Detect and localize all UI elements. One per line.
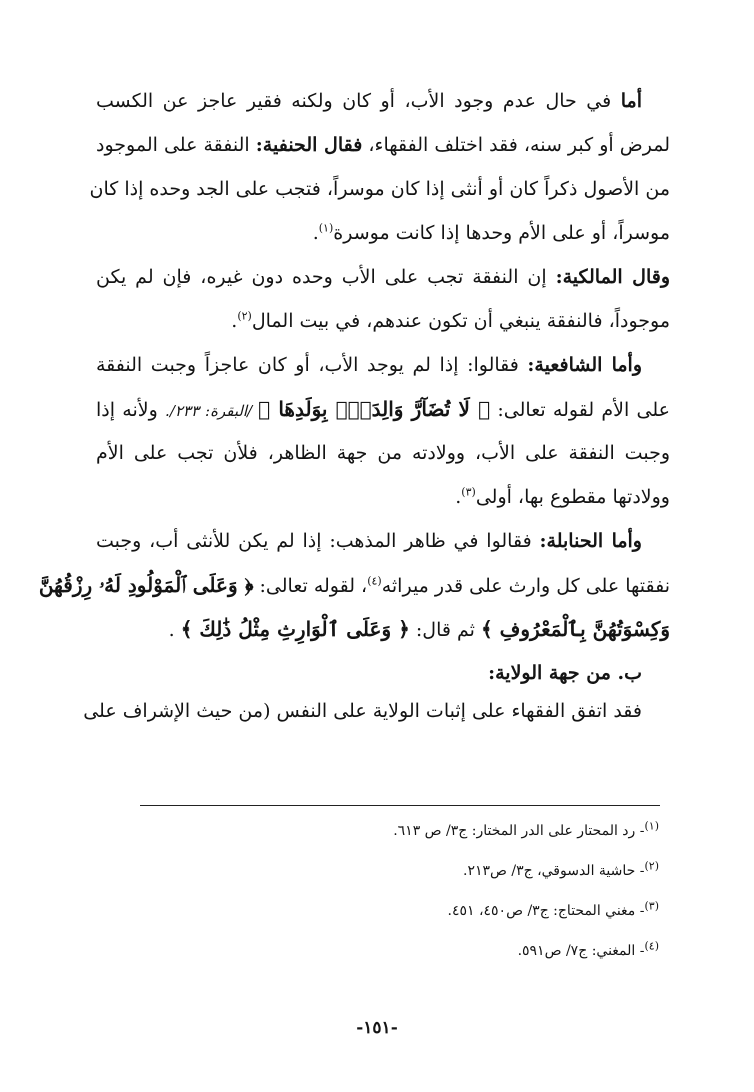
text-line: وقال المالكية: إن النفقة تجب على الأب وحده دون غيره، فإن لم يكن (96, 266, 670, 288)
main-text (38, 90, 671, 744)
text-line: نفقتها على كل وارث على قدر ميراثه$^{(٤)}$، لقوله تعالى: ﴿ وَعَلَى ٱلْمَوْلُودِ لَهُۥ رِزْقُهُنَّ (38, 573, 670, 597)
footnote: $^{(٤)}$- المغني: ج٧/ ص٥٩١. (517, 939, 659, 959)
text-line: وأما الحنابلة: فقالوا في ظاهر المذهب: إذا لم يكن للأنثى أب، وجبت (96, 530, 642, 552)
text-line: وجبت النفقة على الأب، وولادته من جهة الظاهر، فلأن تجب على الأم (96, 442, 670, 464)
text-line: من الأصول ذكراً كان أو أنثى إذا كان موسراً، فتجب على الجد وحده إذا كان (89, 178, 670, 200)
text-line: على الأم لقوله تعالى: ﴿ لَا تُضَآرَّ وَالِدَةٌۢ بِوَلَدِهَا ﴾ /البقرة: ٢٣٣/. ولأنه إذا (96, 397, 670, 421)
text-line: موسراً، أو على الأم وحدها إذا كانت موسرة$^{(١)}$. (312, 221, 670, 244)
quran-verse: ﴿ لَا تُضَآرَّ وَالِدَةٌۢ بِوَلَدِهَا ﴾ (258, 397, 491, 421)
footnote-ref: (١) (318, 221, 334, 235)
section-heading: ب. من جهة الولاية: (488, 662, 642, 684)
hanbali-heading: وأما الحنابلة: (539, 530, 642, 552)
page-number: -١٥١- (356, 1018, 398, 1038)
text-line: أما في حال عدم وجود الأب، أو كان ولكنه فقير عاجز عن الكسب (96, 90, 642, 112)
verse-reference: /البقرة: ٢٣٣/. (165, 402, 259, 420)
footnote-separator (140, 805, 660, 806)
footnote: $^{(٢)}$- حاشية الدسوقي، ج٣/ ص٢١٣. (462, 859, 659, 879)
footnote-ref: (٤) (367, 574, 382, 588)
keyword: أما (620, 90, 642, 112)
footnote: $^{(١)}$- رد المحتار على الدر المختار: ج٣/ ص ٦١٣. (393, 819, 659, 839)
quran-verse: وَكِسْوَتُهُنَّ بِٱلْمَعْرُوفِ ﴾ (480, 617, 670, 641)
footnote-ref: (٢) (237, 309, 252, 323)
text-line: موجوداً، فالنفقة ينبغي أن تكون عندهم، في بيت المال$^{(٢)}$. (231, 309, 670, 332)
maliki-heading: وقال المالكية: (555, 266, 670, 288)
footnote: $^{(٣)}$- مغني المحتاج: ج٣/ ص٤٥٠، ٤٥١. (447, 899, 659, 919)
text-line: فقد اتفق الفقهاء على إثبات الولاية على النفس (من حيث الإشراف على (83, 700, 642, 722)
text-line: وأما الشافعية: فقالوا: إذا لم يوجد الأب، أو كان عاجزاً وجبت النفقة (96, 354, 642, 376)
text-line: وولادتها مقطوع بها، أولى$^{(٣)}$. (455, 485, 670, 508)
quran-verse: ﴿ وَعَلَى ٱلْمَوْلُودِ لَهُۥ رِزْقُهُنَّ (38, 573, 254, 597)
shafii-heading: وأما الشافعية: (527, 354, 642, 376)
hanafi-heading: فقال الحنفية: (255, 134, 363, 156)
text-line: وَكِسْوَتُهُنَّ بِٱلْمَعْرُوفِ ﴾ ثم قال: ﴿ وَعَلَى ٱلْوَارِثِ مِثْلُ ذَٰلِكَ ﴾ . (168, 617, 670, 641)
footnote-ref: (٣) (461, 485, 476, 499)
text-line: لمرض أو كبر سنه، فقد اختلف الفقهاء، فقال الحنفية: النفقة على الموجود (96, 134, 671, 156)
quran-verse: ﴿ وَعَلَى ٱلْوَارِثِ مِثْلُ ذَٰلِكَ ﴾ (180, 617, 410, 641)
